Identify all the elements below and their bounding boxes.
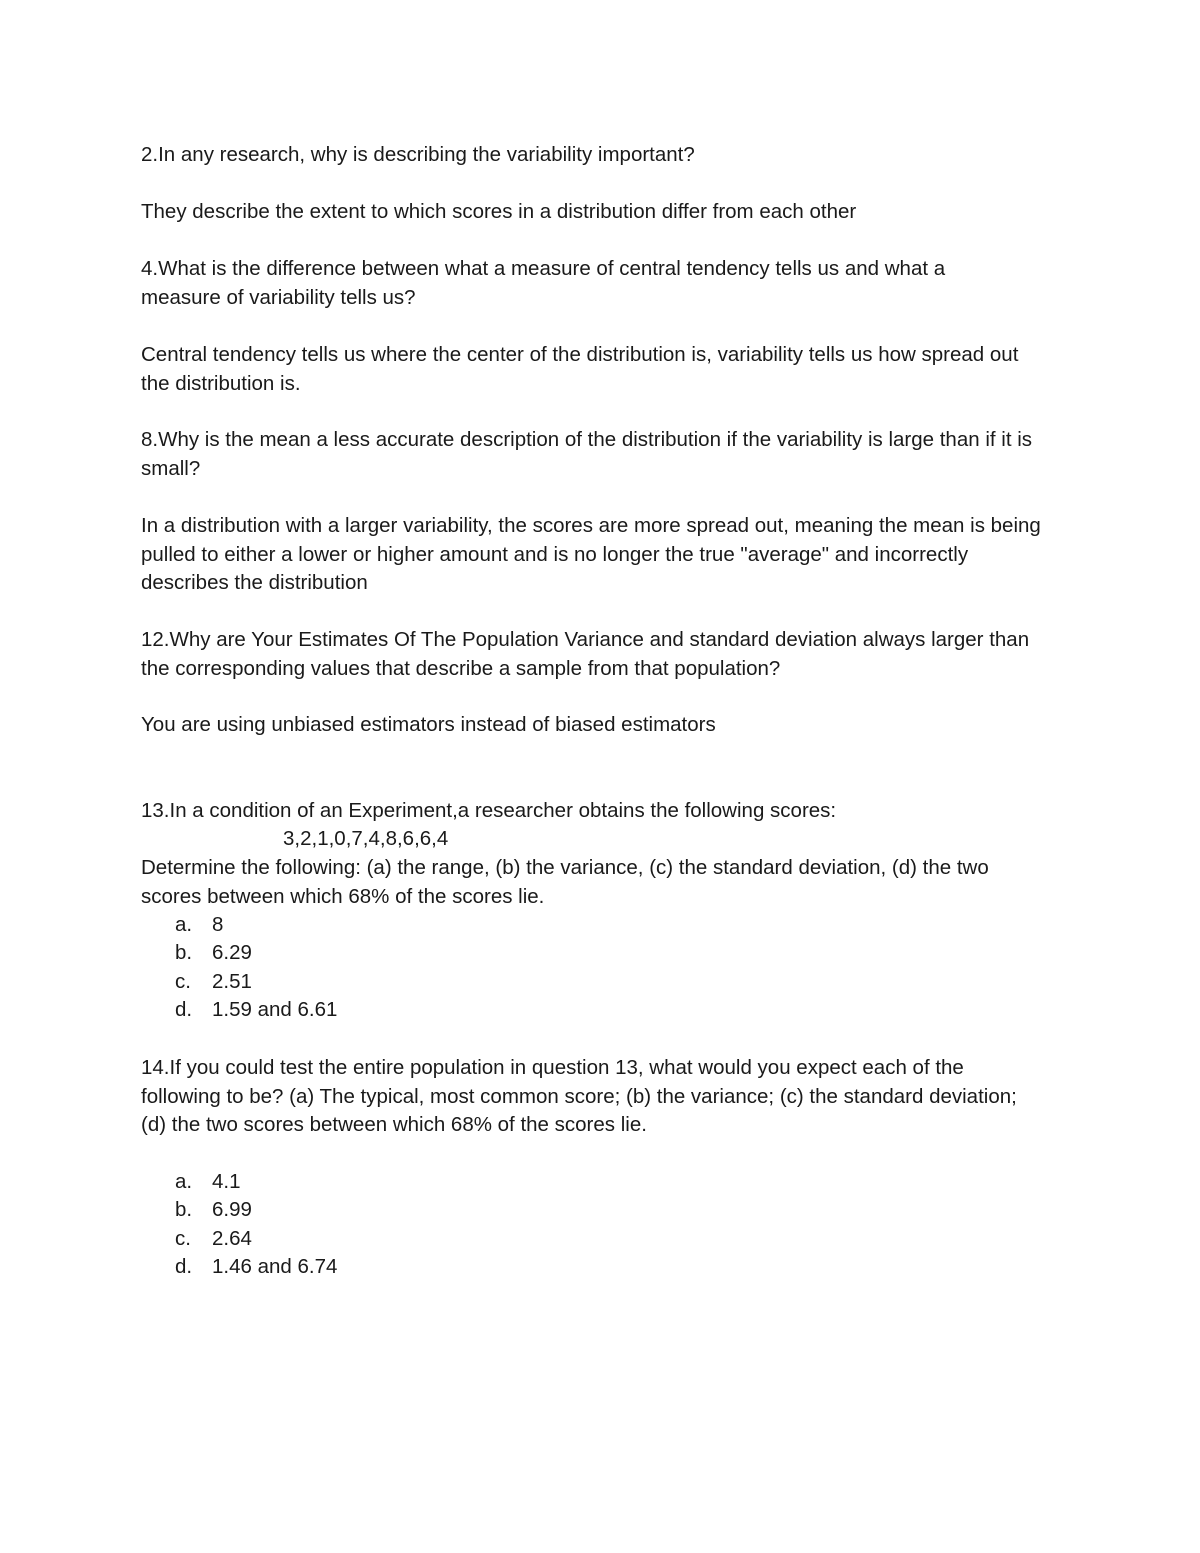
option-value: 8	[212, 913, 224, 936]
option-letter: c.	[175, 970, 191, 993]
option-value: 6.99	[212, 1198, 252, 1221]
option-value: 4.1	[212, 1170, 241, 1193]
option-value: 2.64	[212, 1227, 252, 1250]
option-letter: b.	[175, 1198, 193, 1221]
answer-14-b	[175, 1196, 675, 1225]
answer-14-a	[175, 1168, 675, 1197]
answer-14-c	[175, 1225, 675, 1254]
question-12: 12.Why are Your Estimates Of The Population Variance and standard deviation always larger than the corresponding values that describe a sample from that population?	[141, 628, 1030, 680]
question-14: 14.If you could test the entire population in question 13, what would you expect each of the following to be? (a) The typical, most common score; (b) the variance; (c) the standard deviation; (d) the two scores between which 68% of the scores lie.	[141, 1056, 1017, 1136]
question-13-instruction: Determine the following: (a) the range, (b) the variance, (c) the standard deviation, (d) the two scores between which 68% of the scores lie.	[141, 856, 989, 908]
option-letter: a.	[175, 913, 193, 936]
option-value: 1.59 and 6.61	[212, 998, 338, 1021]
question-4: 4.What is the difference between what a measure of central tendency tells us and what a measure of variability tells us?	[141, 257, 946, 309]
option-value: 1.46 and 6.74	[212, 1255, 338, 1278]
question-13: 13.In a condition of an Experiment,a researcher obtains the following scores:	[141, 799, 837, 822]
option-letter: d.	[175, 1255, 193, 1278]
answer-13-a	[175, 911, 675, 940]
option-letter: d.	[175, 998, 193, 1021]
answer-2: They describe the extent to which scores in a distribution differ from each other	[141, 200, 857, 223]
option-letter: b.	[175, 941, 193, 964]
answer-8: In a distribution with a larger variability, the scores are more spread out, meaning the mean is being pulled to either a lower or higher amount and is no longer the true "average" and incorrectly describes the distribution	[141, 514, 1041, 594]
question-8: 8.Why is the mean a less accurate description of the distribution if the variability is large than if it is small?	[141, 428, 1033, 480]
answer-12: You are using unbiased estimators instead of biased estimators	[141, 713, 716, 736]
option-letter: c.	[175, 1227, 191, 1250]
option-value: 6.29	[212, 941, 252, 964]
option-value: 2.51	[212, 970, 252, 993]
answer-14-d	[175, 1253, 675, 1282]
answer-13-d	[175, 996, 675, 1025]
question-2: 2.In any research, why is describing the variability important?	[141, 143, 695, 166]
option-letter: a.	[175, 1170, 193, 1193]
score-list: 3,2,1,0,7,4,8,6,6,4	[283, 827, 449, 850]
answer-4: Central tendency tells us where the center of the distribution is, variability tells us how spread out the distribution is.	[141, 343, 1019, 395]
answer-13-b	[175, 939, 675, 968]
answer-13-c	[175, 968, 675, 997]
